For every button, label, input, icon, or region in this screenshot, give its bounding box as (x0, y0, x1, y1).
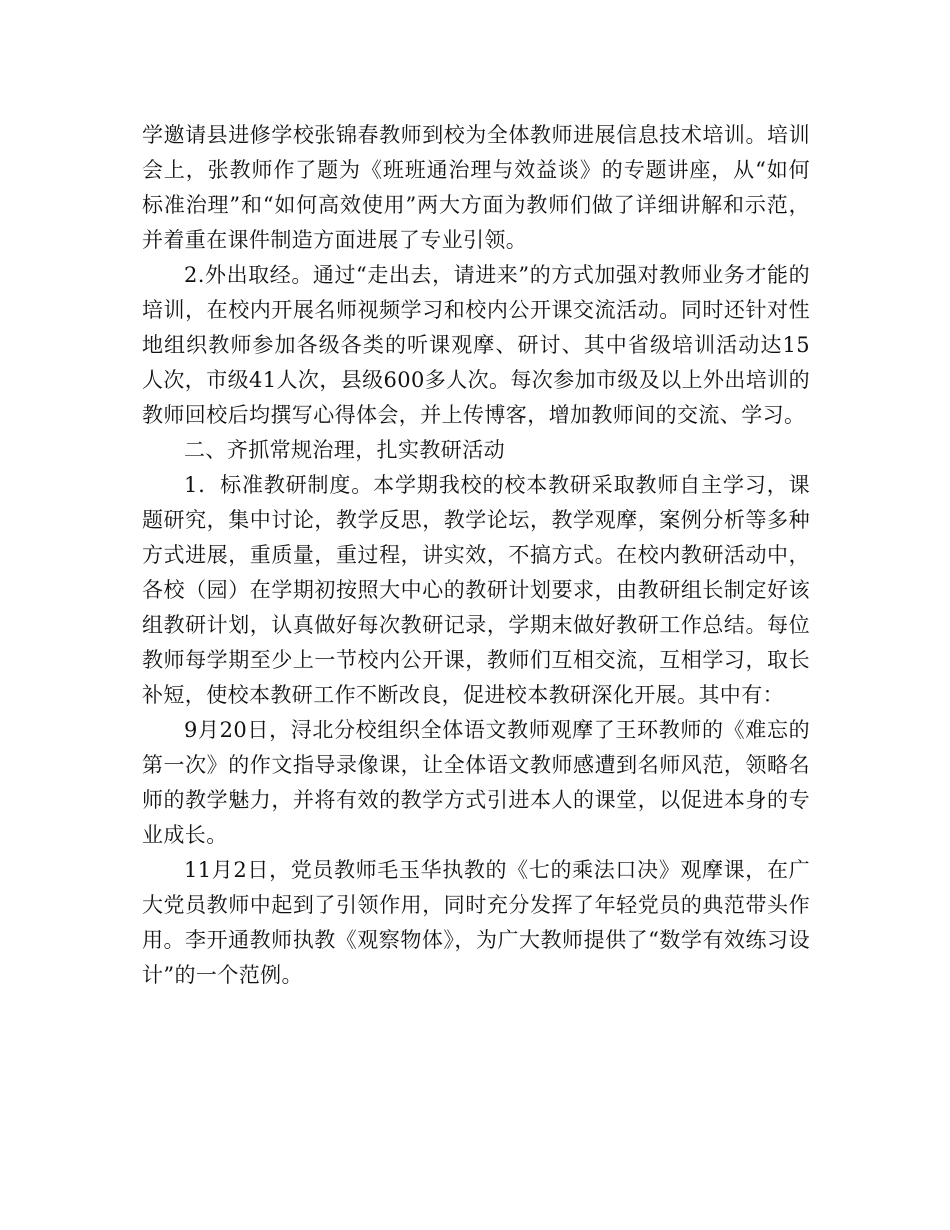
section-heading-routine-management: 二、齐抓常规治理，扎实教研活动 (184, 438, 505, 462)
paragraph-sept-20-observation: 9月20日，浔北分校组织全体语文教师观摩了王环教师的《难忘的第一次》的作文指导录像课，让全体语文教师感遭到名师风范，领略名师的教学魅力，并将有效的教学方式引进本人的课堂，以促进本身的专业成长。 (142, 718, 810, 847)
paragraph-nov-2-observation: 11月2日，党员教师毛玉华执教的《七的乘法口决》观摩课，在广大党员教师中起到了引领作用，同时充分发挥了年轻党员的典范带头作用。李开通教师执教《观察物体》，为广大教师提供了“数学有效练习设计”的一个范例。 (142, 858, 810, 987)
paragraph-research-system: 1．标准教研制度。本学期我校的校本教研采取教师自主学习，课题研究，集中讨论，教学反思，教学论坛，教学观摩，案例分析等多种方式进展，重质量，重过程，讲实效，不搞方式。在校内教研活动中，各校（园）在学期初按照大中心的教研计划要求，由教研组长制定好该组教研计划，认真做好每次教研记录，学期末做好教研工作总结。每位教师每学期至少上一节校内公开课，教师们互相交流，互相学习，取长补短，使校本教研工作不断改良，促进校本教研深化开展。其中有： (142, 473, 810, 707)
paragraph-external-learning: 2.外出取经。通过“走出去，请进来”的方式加强对教师业务才能的培训，在校内开展名师视频学习和校内公开课交流活动。同时还针对性地组织教师参加各级各类的听课观摩、研讨、其中省级培训活动达15人次，市级41人次，县级600多人次。每次参加市级及以上外出培训的教师回校后均撰写心得体会，并上传博客，增加教师间的交流、学习。 (142, 263, 811, 427)
paragraph-training-lecture: 学邀请县进修学校张锦春教师到校为全体教师进展信息技术培训。培训会上，张教师作了题为《班班通治理与效益谈》的专题讲座，从“如何标准治理”和“如何高效使用”两大方面为教师们做了详细讲解和示范，并着重在课件制造方面进展了专业引领。 (142, 123, 810, 252)
document-body (142, 118, 810, 993)
